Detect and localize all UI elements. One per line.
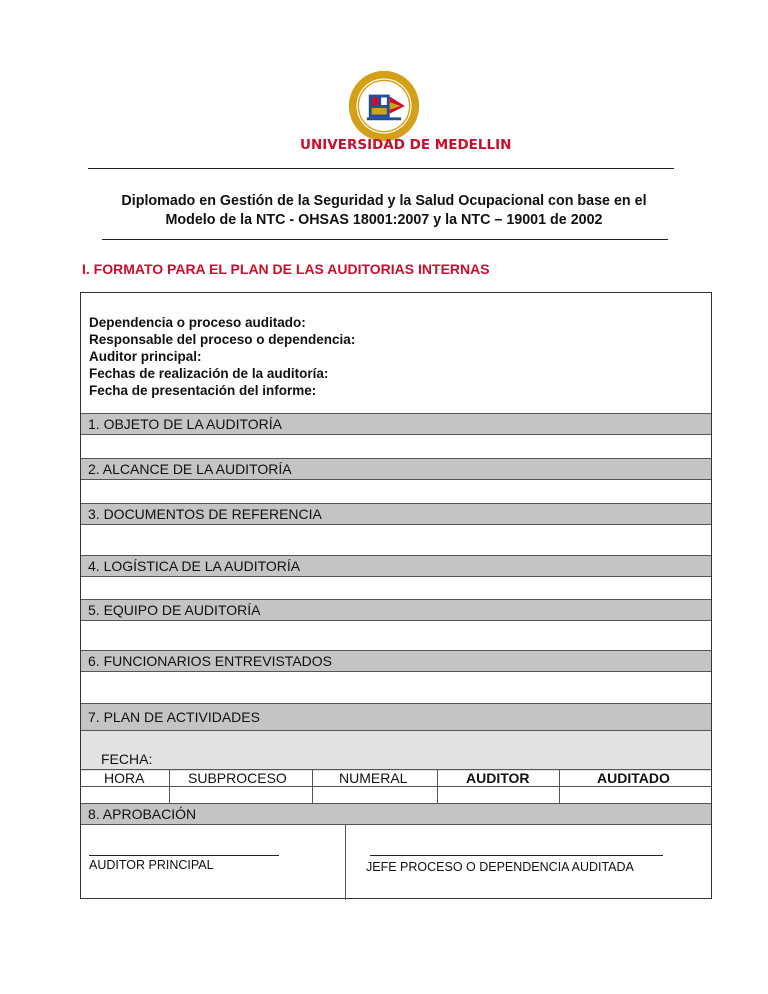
section-logistica: 4. LOGÍSTICA DE LA AUDITORÍA — [81, 555, 711, 577]
subtitle-line-1: Diplomado en Gestión de la Seguridad y la Salud Ocupacional con base en el — [121, 193, 647, 209]
section-title: I. FORMATO PARA EL PLAN DE LAS AUDITORIAS INTERNAS — [82, 261, 490, 277]
signature-line-left — [89, 855, 279, 856]
info-fields — [89, 314, 355, 399]
col-subproceso: SUBPROCESO — [188, 770, 287, 786]
header-rule-top — [88, 168, 674, 169]
signature-label-left: AUDITOR PRINCIPAL — [89, 858, 214, 872]
col-divider — [437, 769, 438, 803]
col-numeral: NUMERAL — [339, 770, 408, 786]
brand-name: UNIVERSIDAD DE MEDELLIN — [300, 137, 512, 153]
fecha-label: FECHA: — [101, 751, 153, 767]
section-documentos: 3. DOCUMENTOS DE REFERENCIA — [81, 503, 711, 525]
col-auditor: AUDITOR — [466, 770, 530, 786]
signature-line-right — [370, 855, 663, 856]
field-fechas-realizacion: Fechas de realización de la auditoría: — [89, 366, 329, 381]
field-responsable: Responsable del proceso o dependencia: — [89, 332, 356, 347]
signature-divider — [345, 825, 346, 900]
col-divider — [312, 769, 313, 803]
audit-plan-form — [80, 292, 712, 899]
field-dependencia: Dependencia o proceso auditado: — [89, 315, 306, 330]
section-plan-actividades: 7. PLAN DE ACTIVIDADES — [81, 703, 711, 731]
col-divider — [559, 769, 560, 803]
section-equipo: 5. EQUIPO DE AUDITORÍA — [81, 599, 711, 621]
section-objeto: 1. OBJETO DE LA AUDITORÍA — [81, 413, 711, 435]
col-auditado: AUDITADO — [597, 770, 670, 786]
col-hora: HORA — [104, 770, 145, 786]
diplomado-title — [84, 192, 684, 230]
fecha-area — [81, 731, 711, 771]
field-auditor-principal: Auditor principal: — [89, 349, 202, 364]
section-aprobacion: 8. APROBACIÓN — [81, 803, 711, 825]
university-seal-icon — [346, 68, 422, 144]
header-rule-bottom — [102, 239, 668, 240]
signature-label-right: JEFE PROCESO O DEPENDENCIA AUDITADA — [366, 860, 634, 874]
section-funcionarios: 6. FUNCIONARIOS ENTREVISTADOS — [81, 650, 711, 672]
field-fecha-presentacion: Fecha de presentación del informe: — [89, 383, 317, 398]
section-alcance: 2. ALCANCE DE LA AUDITORÍA — [81, 458, 711, 480]
subtitle-line-2: Modelo de la NTC - OHSAS 18001:2007 y la NTC – 19001 de 2002 — [165, 212, 603, 228]
col-divider — [169, 769, 170, 803]
